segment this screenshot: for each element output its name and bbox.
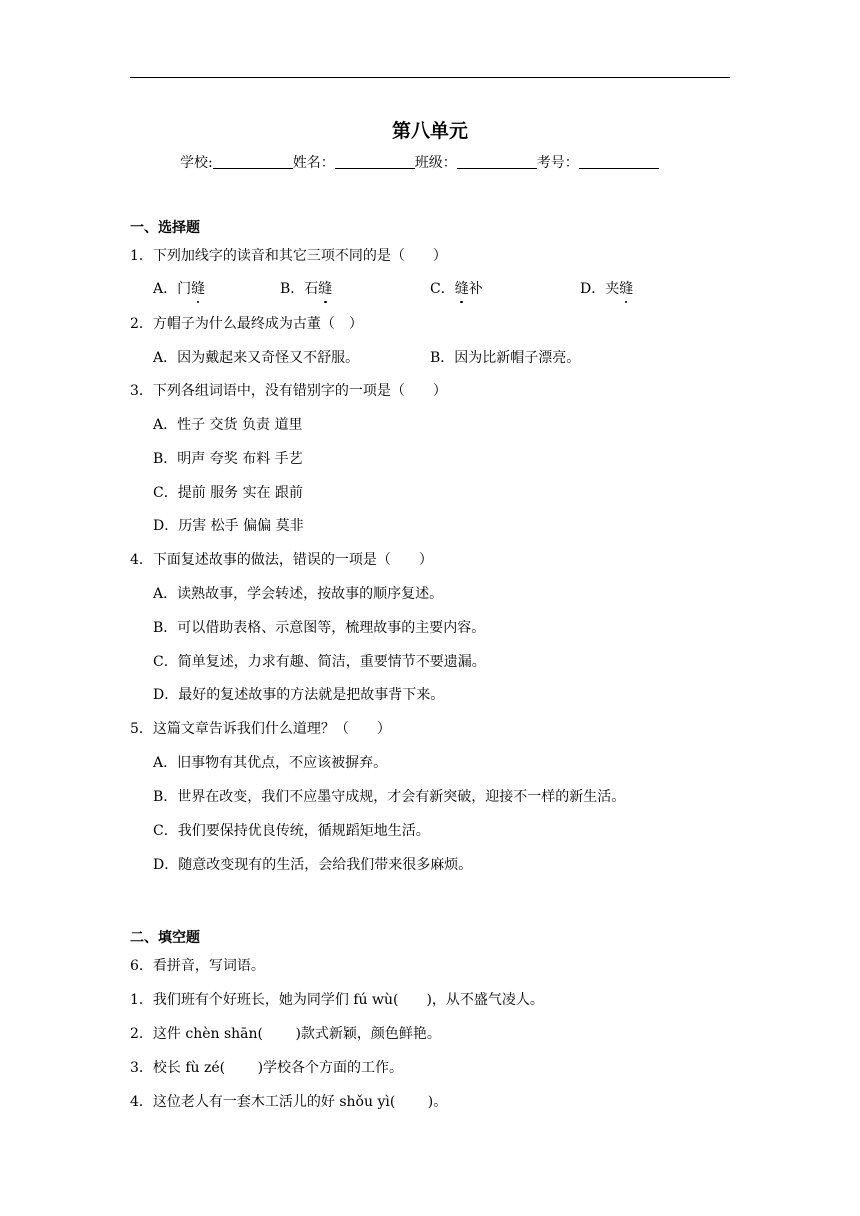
school-label: 学校:	[180, 155, 213, 171]
fill-item: 1．我们班有个好班长，她为同学们 fú wù( )，从不盛气凌人。	[130, 992, 544, 1008]
fill-item: 4．这位老人有一套木工活儿的好 shǒu yì( )。	[130, 1094, 448, 1110]
option-d	[580, 280, 633, 298]
name-label: 姓名：	[292, 155, 335, 171]
class-blank[interactable]	[457, 154, 537, 169]
option-a: A．性子 交货 负责 道里	[153, 417, 303, 433]
dotted-char: 缝	[454, 281, 469, 297]
class-label: 班级：	[414, 155, 457, 171]
student-info-line	[180, 152, 659, 172]
option-b: B．因为比新帽子漂亮。	[430, 350, 581, 366]
dotted-char: 缝	[619, 281, 634, 297]
school-blank[interactable]	[213, 154, 293, 169]
option-a	[153, 280, 205, 298]
question-stem: 4．下面复述故事的做法，错误的一项是（ ）	[130, 552, 433, 568]
page-title: 第八单元	[391, 120, 468, 142]
dotted-char: 缝	[318, 281, 333, 297]
option-b: B．可以借助表格、示意图等，梳理故事的主要内容。	[153, 620, 486, 636]
option-c	[430, 280, 483, 298]
option-b: B．明声 夸奖 布料 手艺	[153, 451, 303, 467]
name-blank[interactable]	[335, 154, 415, 169]
question-stem: 6．看拼音，写词语。	[130, 958, 265, 974]
option-a: A．因为戴起来又奇怪又不舒服。	[153, 350, 360, 366]
exam-no-blank[interactable]	[579, 154, 659, 169]
option-text: C．	[430, 281, 455, 297]
option-c: C．简单复述，力求有趣、简洁，重要情节不要遗漏。	[153, 654, 486, 670]
option-a: A．旧事物有其优点，不应该被摒弃。	[153, 755, 388, 771]
exam-no-label: 考号：	[536, 155, 579, 171]
option-c: C．我们要保持优良传统，循规蹈矩地生活。	[153, 823, 430, 839]
option-a: A．读熟故事，学会转述，按故事的顺序复述。	[153, 586, 444, 602]
option-b: B．世界在改变，我们不应墨守成规，才会有新突破，迎接不一样的新生活。	[153, 789, 626, 805]
fill-item: 3．校长 fù zé( )学校各个方面的工作。	[130, 1060, 404, 1076]
header-rule	[130, 77, 730, 78]
section-heading: 二、填空题	[130, 930, 200, 946]
question-stem: 1．下列加线字的读音和其它三项不同的是（ ）	[130, 248, 447, 264]
option-text: D．夹	[580, 281, 620, 297]
question-stem: 5．这篇文章告诉我们什么道理？（ ）	[130, 721, 391, 737]
option-text: A．门	[153, 281, 192, 297]
option-d: D．随意改变现有的生活，会给我们带来很多麻烦。	[153, 857, 473, 873]
option-text: B．石	[280, 281, 319, 297]
option-b	[280, 280, 332, 298]
option-d: D．历害 松手 偏偏 莫非	[153, 518, 304, 534]
dotted-char: 缝	[191, 281, 206, 297]
option-d: D．最好的复述故事的方法就是把故事背下来。	[153, 687, 445, 703]
question-stem: 2．方帽子为什么最终成为古董（ ）	[130, 316, 363, 332]
question-stem: 3．下列各组词语中，没有错别字的一项是（ ）	[130, 383, 447, 399]
fill-item: 2．这件 chèn shān( )款式新颖，颜色鲜艳。	[130, 1026, 441, 1042]
option-text: 补	[468, 281, 483, 297]
section-heading: 一、选择题	[130, 220, 200, 236]
option-c: C．提前 服务 实在 跟前	[153, 485, 304, 501]
